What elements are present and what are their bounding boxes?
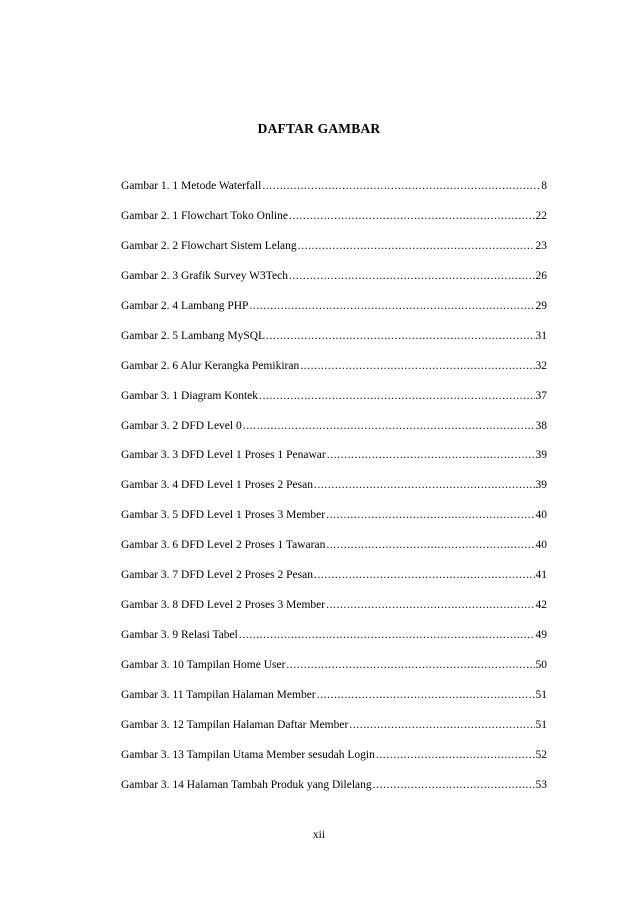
toc-entry-label: Gambar 3. 1 Diagram Kontek xyxy=(121,389,259,402)
toc-entry-page: 26 xyxy=(535,269,547,282)
dot-leader xyxy=(314,479,535,491)
toc-entry-page: 40 xyxy=(535,539,547,552)
toc-entry-label: Gambar 3. 10 Tampilan Home User xyxy=(121,659,286,671)
toc-entry[interactable] xyxy=(121,449,547,479)
toc-entry-page: 32 xyxy=(535,359,547,372)
dot-leader xyxy=(289,210,535,222)
dot-leader xyxy=(243,420,535,432)
toc-entry-page: 42 xyxy=(535,599,547,612)
toc-entry[interactable] xyxy=(121,479,547,509)
toc-entry[interactable] xyxy=(121,509,547,539)
page-number: xii xyxy=(312,829,326,841)
toc-entry-label: Gambar 3. 4 DFD Level 1 Proses 2 Pesan xyxy=(121,479,313,492)
toc-entry[interactable] xyxy=(121,300,547,330)
toc-entry[interactable] xyxy=(121,629,547,659)
toc-entry-label: Gambar 3. 12 Tampilan Halaman Daftar Member xyxy=(121,718,349,731)
toc-entry-page: 29 xyxy=(535,299,547,312)
page-title: DAFTAR GAMBAR xyxy=(257,121,381,136)
toc-entry-label: Gambar 2. 1 Flowchart Toko Online xyxy=(121,209,288,222)
toc-entry[interactable] xyxy=(121,659,547,689)
dot-leader xyxy=(327,449,535,461)
toc-entry-label: Gambar 2. 5 Lambang MySQL xyxy=(121,329,266,342)
toc-entry-page: 39 xyxy=(535,449,547,462)
dot-leader xyxy=(376,749,535,761)
dot-leader xyxy=(314,569,535,581)
toc-entry-page: 38 xyxy=(535,419,547,432)
toc-entry-page: 51 xyxy=(535,718,547,731)
toc-entry-page: 37 xyxy=(535,389,547,402)
toc-entry-label: Gambar 2. 3 Grafik Survey W3Tech xyxy=(121,269,288,282)
toc-entry[interactable] xyxy=(121,180,547,210)
dot-leader xyxy=(373,779,535,791)
toc-entry[interactable] xyxy=(121,539,547,569)
dot-leader xyxy=(239,629,535,641)
toc-entry[interactable] xyxy=(121,270,547,300)
toc-entry-page: 31 xyxy=(535,329,547,342)
toc-entry-label: Gambar 3. 14 Halaman Tambah Produk yang Dilelang xyxy=(121,778,372,791)
toc-entry[interactable] xyxy=(121,330,547,360)
toc-entry-page: 53 xyxy=(535,778,547,791)
toc-entry-page: 8 xyxy=(541,180,547,192)
dot-leader xyxy=(326,599,534,611)
dot-leader xyxy=(317,689,535,701)
toc-entry[interactable] xyxy=(121,360,547,390)
dot-leader xyxy=(266,330,534,342)
toc-entry[interactable] xyxy=(121,420,547,450)
dot-leader xyxy=(286,659,534,671)
toc-entry-label: Gambar 3. 2 DFD Level 0 xyxy=(121,419,242,432)
toc-entry-label: Gambar 2. 6 Alur Kerangka Pemikiran xyxy=(121,359,300,372)
toc-entry-page: 50 xyxy=(535,659,547,671)
toc-entry-label: Gambar 3. 11 Tampilan Halaman Member xyxy=(121,688,316,701)
toc-entry[interactable] xyxy=(121,599,547,629)
dot-leader xyxy=(289,270,535,282)
toc-entry[interactable] xyxy=(121,240,547,270)
toc-entry-label: Gambar 1. 1 Metode Waterfall xyxy=(121,180,262,192)
dot-leader xyxy=(300,360,534,372)
dot-leader xyxy=(326,539,534,551)
dot-leader xyxy=(298,240,535,252)
dot-leader xyxy=(349,719,534,731)
dot-leader xyxy=(259,390,534,402)
table-of-figures xyxy=(121,180,547,809)
toc-entry-label: Gambar 3. 7 DFD Level 2 Proses 2 Pesan xyxy=(121,569,313,582)
toc-entry[interactable] xyxy=(121,689,547,719)
dot-leader xyxy=(249,300,534,312)
toc-entry-page: 39 xyxy=(535,479,547,492)
toc-entry-page: 52 xyxy=(535,748,547,761)
toc-entry-page: 41 xyxy=(535,569,547,582)
toc-entry[interactable] xyxy=(121,749,547,779)
toc-entry[interactable] xyxy=(121,719,547,749)
toc-entry-label: Gambar 3. 8 DFD Level 2 Proses 3 Member xyxy=(121,599,326,612)
dot-leader xyxy=(262,180,540,192)
toc-entry-page: 49 xyxy=(535,629,547,642)
toc-entry-page: 40 xyxy=(535,509,547,522)
toc-entry-label: Gambar 2. 4 Lambang PHP xyxy=(121,299,249,312)
toc-entry-page: 23 xyxy=(535,239,547,252)
toc-entry[interactable] xyxy=(121,779,547,809)
toc-entry-label: Gambar 3. 13 Tampilan Utama Member sesudah Login xyxy=(121,748,375,761)
toc-entry-label: Gambar 3. 9 Relasi Tabel xyxy=(121,629,238,642)
toc-entry-label: Gambar 3. 3 DFD Level 1 Proses 1 Penawar xyxy=(121,449,326,462)
toc-entry-label: Gambar 3. 5 DFD Level 1 Proses 3 Member xyxy=(121,509,326,522)
toc-entry[interactable] xyxy=(121,569,547,599)
toc-entry-label: Gambar 2. 2 Flowchart Sistem Lelang xyxy=(121,239,297,252)
toc-entry[interactable] xyxy=(121,390,547,420)
dot-leader xyxy=(326,509,534,521)
toc-entry-label: Gambar 3. 6 DFD Level 2 Proses 1 Tawaran xyxy=(121,539,326,552)
toc-entry-page: 51 xyxy=(535,688,547,701)
toc-entry[interactable] xyxy=(121,210,547,240)
toc-entry-page: 22 xyxy=(535,209,547,222)
